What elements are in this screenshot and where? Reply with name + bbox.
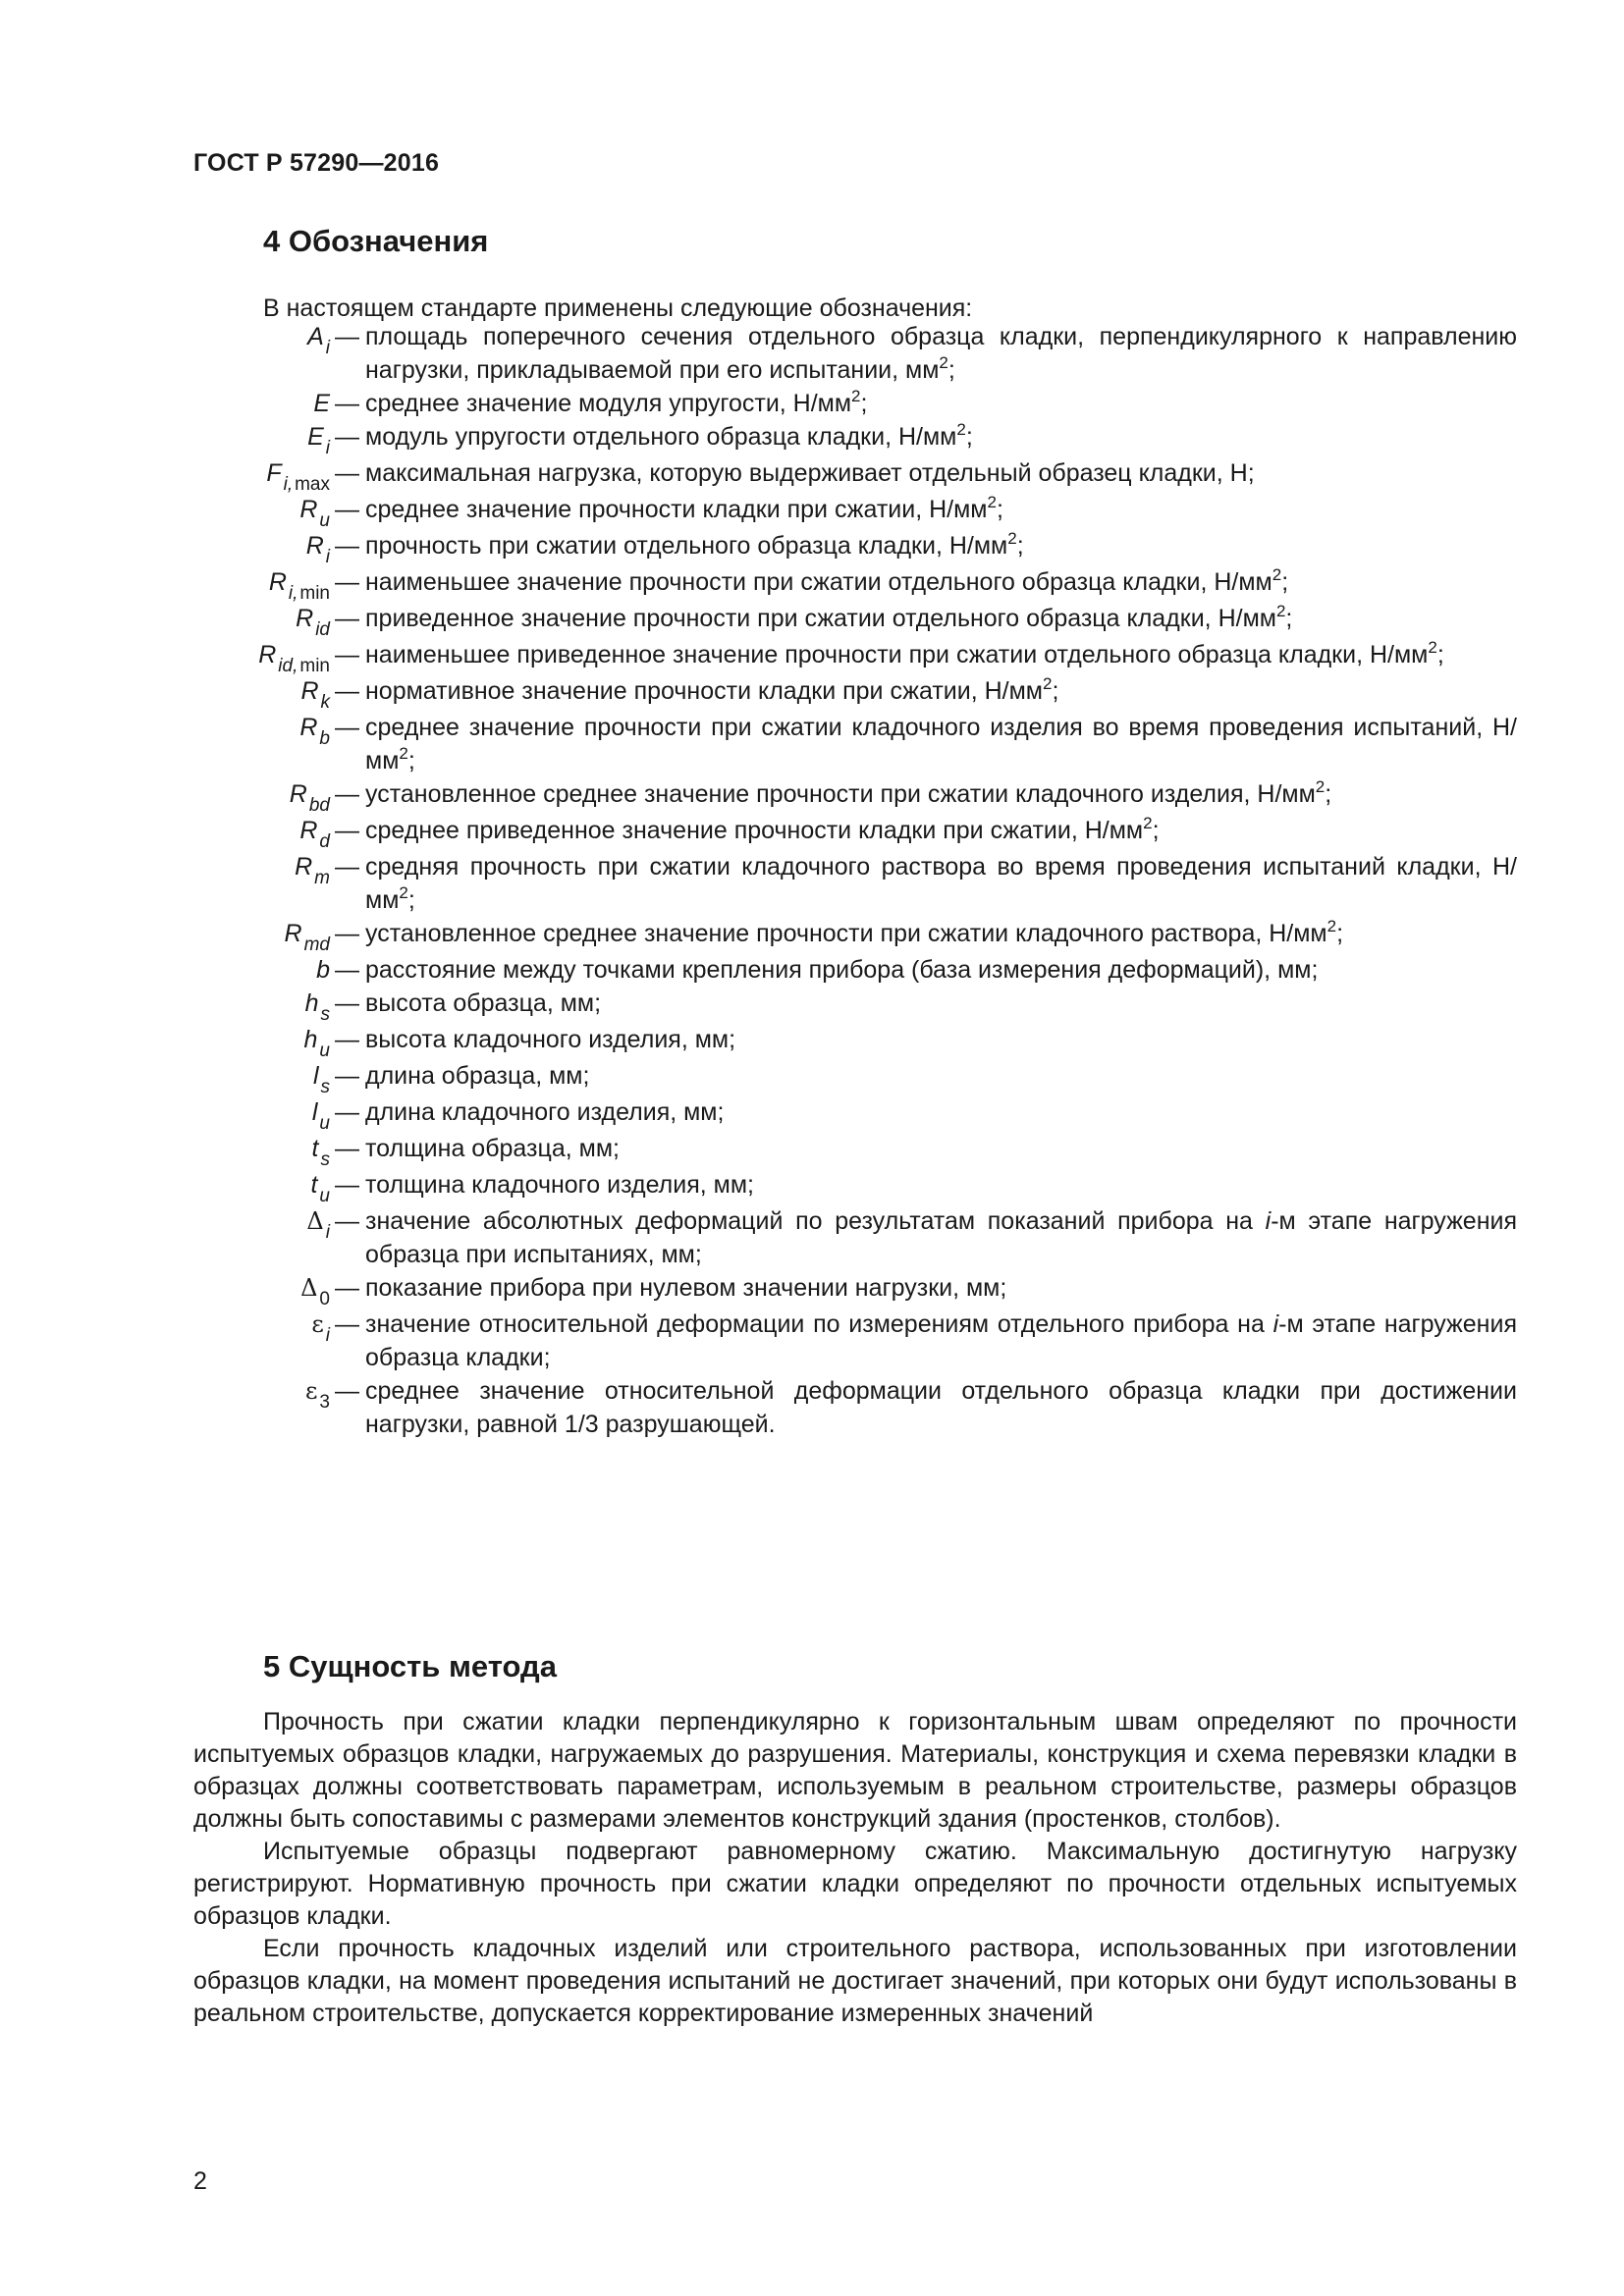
definition-text: показание прибора при нулевом значении нагрузки, мм; [365, 1274, 1007, 1302]
definition-item: R $_k$ — нормативное значение прочности кладки при сжатии, $Н/мм^2$; [193, 674, 1517, 711]
definition-symbol: F $_{i,}$ $_{max}$ [266, 459, 330, 495]
definition-text: средняя прочность при сжатии кладочного раствора во время проведения испытаний кладки, $Н/мм^2$; [365, 853, 1517, 914]
definition-symbol: t $_s$ [311, 1135, 330, 1170]
definition-symbol: b [316, 956, 330, 984]
definition-text: высота образца, мм; [365, 989, 602, 1017]
definition-symbol: l $_s$ [312, 1062, 330, 1097]
definition-text: прочность при сжатии отдельного образца кладки, $Н/мм^2$; [365, 529, 1024, 560]
definition-symbol: Δ $_i$ [306, 1207, 330, 1243]
paragraph: Если прочность кладочных изделий или строительного раствора, использованных при изготовлении образцов кладки, на момент проведения испытаний не достигает значений, при которых они будут использованы в реальном строительстве, допускается корректирование измеренных значений [193, 1935, 1517, 2027]
definition-symbol: R $_b$ [299, 714, 330, 749]
definition-symbol: Δ $_0$ [300, 1274, 330, 1309]
definition-text: толщина образца, мм; [365, 1135, 620, 1162]
definition-item: Δ $_0$ — показание прибора при нулевом значении нагрузки, мм; [193, 1271, 1517, 1308]
definition-symbol: R $_d$ [299, 817, 330, 852]
definition-text: среднее значение прочности при сжатии кладочного изделия во время проведения испытаний, $Н/мм^2$; [365, 714, 1517, 774]
definition-text: высота кладочного изделия, мм; [365, 1026, 736, 1053]
definition-item: t $_u$ — толщина кладочного изделия, мм; [193, 1168, 1517, 1204]
definition-symbol: R $_i$ [305, 532, 330, 567]
definition-item: R $_{id,}$ $_{min}$ — наименьшее приведенное значение прочности при сжатии отдельного образца кладки, $Н/мм^2$; [193, 638, 1517, 674]
definition-text: нормативное значение прочности кладки при сжатии, $Н/мм^2$; [365, 674, 1059, 705]
definition-symbol: R $_{id}$ [296, 605, 330, 640]
definition-item: h $_s$ — высота образца, мм; [193, 987, 1517, 1023]
definition-item: Δ $_i$ — значение абсолютных деформаций по результатам показаний прибора на i-м этапе нагружения образца при испытаниях, мм; [193, 1204, 1517, 1271]
definition-text: значение относительной деформации по измерениям отдельного прибора на i-м этапе нагружения образца кладки; [365, 1310, 1517, 1371]
definition-text: установленное среднее значение прочности при сжатии кладочного изделия, $Н/мм^2$; [365, 777, 1332, 808]
definition-text: среднее значение модуля упругости, $Н/мм^2$; [365, 387, 868, 417]
definitions-list [193, 320, 1517, 1441]
definition-text: установленное среднее значение прочности при сжатии кладочного раствора, $Н/мм^2$; [365, 917, 1344, 947]
definition-symbol: R $_{md}$ [284, 920, 330, 955]
definition-text: наименьшее значение прочности при сжатии отдельного образца кладки, $Н/мм^2$; [365, 565, 1289, 596]
definition-item: R $_d$ — среднее приведенное значение прочности кладки при сжатии, $Н/мм^2$; [193, 814, 1517, 850]
section-5-title: 5 Сущность метода [263, 1649, 557, 1683]
definition-text: наименьшее приведенное значение прочности при сжатии отдельного образца кладки, $Н/мм^2$; [365, 638, 1444, 668]
section-4-title: 4 Обозначения [263, 224, 489, 258]
definition-symbol: t $_u$ [310, 1171, 330, 1206]
section-4-intro: В настоящем стандарте применены следующие обозначения: [263, 294, 973, 322]
definition-item: R $_m$ — средняя прочность при сжатии кладочного раствора во время проведения испытаний кладки, $Н/мм^2$; [193, 850, 1517, 917]
definition-item: R $_{id}$ — приведенное значение прочности при сжатии отдельного образца кладки, $Н/мм^2$; [193, 602, 1517, 638]
definition-text: среднее значение прочности кладки при сжатии, $Н/мм^2$; [365, 493, 1003, 523]
definition-item: R $_b$ — среднее значение прочности при сжатии кладочного изделия во время проведения испытаний, $Н/мм^2$; [193, 711, 1517, 777]
definition-item: l $_s$ — длина образца, мм; [193, 1059, 1517, 1095]
definition-symbol: R $_{i,}$ $_{min}$ [268, 568, 330, 604]
definition-item: R $_{md}$ — установленное среднее значение прочности при сжатии кладочного раствора, $Н/мм^2$; [193, 917, 1517, 953]
definition-item: t $_s$ — толщина образца, мм; [193, 1132, 1517, 1168]
definition-symbol: R $_m$ [295, 853, 330, 888]
definition-text: среднее приведенное значение прочности кладки при сжатии, $Н/мм^2$; [365, 814, 1160, 844]
definition-item: R $_{i,}$ $_{min}$ — наименьшее значение прочности при сжатии отдельного образца кладки, $Н/мм^2$; [193, 565, 1517, 602]
definition-item: ε $_3$ — среднее значение относительной деформации отдельного образца кладки при достижении нагрузки, равной 1/3 разрушающей. [193, 1374, 1517, 1441]
paragraph: Прочность при сжатии кладки перпендикулярно к горизонтальным швам определяют по прочности испытуемых образцов кладки, нагружаемых до разрушения. Материалы, конструкция и схема перевязки кладки в образцах должны соответствовать параметрам, используемым в реальном строительстве, размеры образцов должны быть сопоставимы с размерами элементов конструкций здания (простенков, столбов). [193, 1708, 1517, 1833]
definition-text: расстояние между точками крепления прибора (база измерения деформаций), мм; [365, 956, 1319, 984]
definition-symbol: R $_k$ [300, 677, 330, 713]
definition-item: F $_{i,}$ $_{max}$ — максимальная нагрузка, которую выдерживает отдельный образец кладки, Н; [193, 456, 1517, 493]
definition-symbol: R $_{bd}$ [289, 780, 330, 816]
definition-symbol: R $_{id,}$ $_{min}$ [258, 641, 330, 676]
definition-text: максимальная нагрузка, которую выдерживает отдельный образец кладки, Н; [365, 459, 1255, 487]
page-number: 2 [193, 2167, 207, 2195]
definition-item: R $_u$ — среднее значение прочности кладки при сжатии, $Н/мм^2$; [193, 493, 1517, 529]
definition-item: R $_{bd}$ — установленное среднее значение прочности при сжатии кладочного изделия, $Н/мм^2$; [193, 777, 1517, 814]
definition-symbol: l $_u$ [311, 1098, 330, 1134]
definition-text: приведенное значение прочности при сжатии отдельного образца кладки, $Н/мм^2$; [365, 602, 1293, 632]
definition-text: значение абсолютных деформаций по результатам показаний прибора на i-м этапе нагружения образца при испытаниях, мм; [365, 1207, 1518, 1268]
definition-symbol: ε $_i$ [311, 1310, 330, 1346]
paragraph: Испытуемые образцы подвергают равномерному сжатию. Максимальную достигнутую нагрузку регистрируют. Нормативную прочность при сжатии кладки определяют по прочности отдельных испытуемых образцов кладки. [193, 1838, 1517, 1930]
definition-text: модуль упругости отдельного образца кладки, $Н/мм^2$; [365, 420, 973, 451]
definition-symbol: ε $_3$ [304, 1377, 330, 1413]
definition-item: h $_u$ — высота кладочного изделия, мм; [193, 1023, 1517, 1059]
definition-item: R $_i$ — прочность при сжатии отдельного образца кладки, $Н/мм^2$; [193, 529, 1517, 565]
definition-item: l $_u$ — длина кладочного изделия, мм; [193, 1095, 1517, 1132]
definition-symbol: h $_s$ [304, 989, 330, 1025]
definition-text: толщина кладочного изделия, мм; [365, 1171, 754, 1199]
definition-text: длина образца, мм; [365, 1062, 590, 1090]
section-5-body [193, 1706, 1517, 2030]
definition-text: среднее значение относительной деформации отдельного образца кладки при достижении нагрузки, равной 1/3 разрушающей. [365, 1377, 1517, 1438]
definition-text: площадь поперечного сечения отдельного образца кладки, перпендикулярного к направлению нагрузки, прикладываемой при его испытании, $мм^2$; [365, 323, 1517, 384]
definition-item: E — среднее значение модуля упругости, $Н/мм^2$; [193, 387, 1517, 420]
definition-text: длина кладочного изделия, мм; [365, 1098, 725, 1126]
definition-symbol: A $_i$ [307, 323, 330, 358]
definition-symbol: h $_u$ [303, 1026, 330, 1061]
definition-item: E $_i$ — модуль упругости отдельного образца кладки, $Н/мм^2$; [193, 420, 1517, 456]
definition-symbol: E $_i$ [307, 423, 330, 458]
definition-item: b — расстояние между точками крепления прибора (база измерения деформаций), мм; [193, 953, 1517, 987]
document-header: ГОСТ Р 57290—2016 [193, 149, 440, 177]
definition-symbol: R $_u$ [299, 496, 330, 531]
definition-item: A $_i$ — площадь поперечного сечения отдельного образца кладки, перпендикулярного к направлению нагрузки, прикладываемой при его испытании, $мм^2$; [193, 320, 1517, 387]
definition-item: ε $_i$ — значение относительной деформации по измерениям отдельного прибора на i-м этапе нагружения образца кладки; [193, 1308, 1517, 1374]
definition-symbol: E [313, 390, 330, 417]
